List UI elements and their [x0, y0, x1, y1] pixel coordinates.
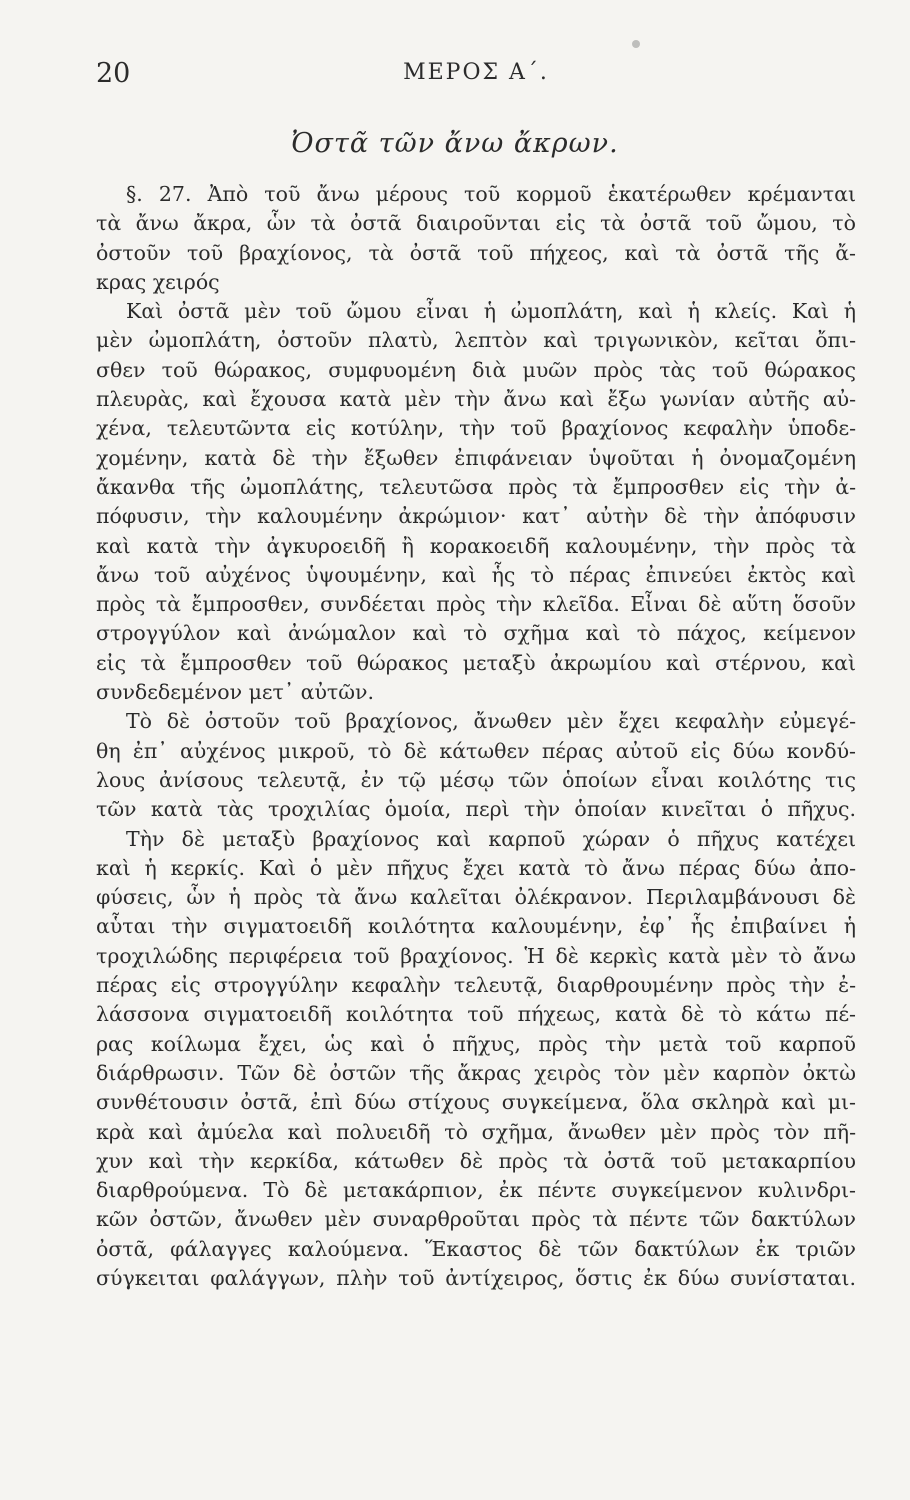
text-line: χομένην, κατὰ δὲ τὴν ἔξωθεν ἐπιφάνειαν ὑψοῦται ἡ ὀνομαζομένη [96, 445, 856, 470]
text-line: χένα, τελευτῶντα εἰς κοτύλην, τὴν τοῦ βραχίονος κεφαλὴν ὑποδε- [96, 416, 856, 441]
text-line: πέρας εἰς στρογγύλην κεφαλὴν τελευτᾷ, διαρθρουμένην πρὸς τὴν ἐ- [96, 973, 856, 998]
text-line: τροχιλώδης περιφέρεια τοῦ βραχίονος. Ἡ δὲ κερκὶς κατὰ μὲν τὸ ἄνω [96, 943, 856, 968]
text-line: §. 27. Ἀπὸ τοῦ ἄνω μέρους τοῦ κορμοῦ ἑκατέρωθεν κρέμανται [126, 182, 856, 206]
page-header [96, 58, 856, 94]
text-line: πρὸς τὰ ἔμπροσθεν, συνδέεται πρὸς τὴν κλεῖδα. Εἶναι δὲ αὕτη ὅσοῦν [96, 592, 856, 617]
ink-spot [632, 40, 640, 48]
text-line: ὀστοῦν τοῦ βραχίονος, τὰ ὀστᾶ τοῦ πήχεος, καὶ τὰ ὀστᾶ τῆς ἄ- [96, 240, 856, 265]
text-line: καὶ κατὰ τὴν ἀγκυροειδῆ ἢ κορακοειδῆ καλουμένην, τὴν πρὸς τὰ [96, 533, 856, 558]
text-line: Καὶ ὀστᾶ μὲν τοῦ ὤμου εἶναι ἡ ὠμοπλάτη, καὶ ἡ κλείς. Καὶ ἡ [126, 299, 856, 324]
text-line: εἰς τὰ ἔμπροσθεν τοῦ θώρακος μεταξὺ ἀκρωμίου καὶ στέρνου, καὶ [96, 650, 856, 675]
text-line: ὀστᾶ, φάλαγγες καλούμενα. Ἕκαστος δὲ τῶν δακτύλων ἐκ τριῶν [96, 1236, 856, 1261]
text-line: φύσεις, ὧν ἡ πρὸς τὰ ἄνω καλεῖται ὀλέκρανον. Περιλαμβάνουσι δὲ [96, 885, 856, 910]
text-line: λάσσονα σιγματοειδῆ κοιλότητα τοῦ πήχεως, κατὰ δὲ τὸ κάτω πέ- [96, 1002, 856, 1027]
text-line: τὰ ἄνω ἄκρα, ὧν τὰ ὀστᾶ διαιροῦνται εἰς τὰ ὀστᾶ τοῦ ὤμου, τὸ [96, 211, 856, 236]
running-head: ΜΕΡΟΣ Α΄. [403, 60, 549, 85]
text-line: συνθέτουσιν ὀστᾶ, ἐπὶ δύω στίχους συγκείμενα, ὅλα σκληρὰ καὶ μι- [96, 1090, 856, 1115]
text-line: πλευρὰς, καὶ ἔχουσα κατὰ μὲν τὴν ἄνω καὶ ἔξω γωνίαν αὐτῆς αὐ- [96, 387, 856, 412]
text-line: σύγκειται φαλάγγων, πλὴν τοῦ ἀντίχειρος, ὅστις ἐκ δύω συνίσταται. [96, 1265, 856, 1290]
text-line [96, 1293, 856, 1322]
text-line: χυν καὶ τὴν κερκίδα, κάτωθεν δὲ πρὸς τὰ ὀστᾶ τοῦ μετακαρπίου [96, 1148, 856, 1173]
text-line: λους ἀνίσους τελευτᾷ, ἐν τῷ μέσῳ τῶν ὁποίων εἶναι κοιλότης τις [96, 767, 856, 792]
text-line: διαρθρούμενα. Τὸ δὲ μετακάρπιον, ἐκ πέντε συγκείμενον κυλινδρι- [96, 1178, 856, 1203]
page-number: 20 [96, 58, 131, 89]
text-line: συνδεδεμένον μετ᾽ αὐτῶν. [96, 680, 374, 705]
text-line: διάρθρωσιν. Τῶν δὲ ὀστῶν τῆς ἄκρας χειρὸς τὸν μὲν καρπὸν ὀκτὼ [96, 1060, 856, 1085]
text-line: σθεν τοῦ θώρακος, συμφυομένη διὰ μυῶν πρὸς τὰς τοῦ θώρακος [96, 357, 856, 382]
text-line: κῶν ὀστῶν, ἄνωθεν μὲν συναρθροῦται πρὸς τὰ πέντε τῶν δακτύλων [96, 1207, 856, 1232]
text-line: ἄνω τοῦ αὐχένος ὑψουμένην, καὶ ἧς τὸ πέρας ἐπινεύει ἐκτὸς καὶ [96, 562, 856, 587]
body-text [96, 180, 856, 1323]
text-line: ρας κοίλωμα ἔχει, ὡς καὶ ὁ πῆχυς, πρὸς τὴν μετὰ τοῦ καρποῦ [96, 1031, 856, 1056]
text-line: καὶ ἡ κερκίς. Καὶ ὁ μὲν πῆχυς ἔχει κατὰ τὸ ἄνω πέρας δύω ἀπο- [96, 855, 856, 880]
text-line: αὗται τὴν σιγματοειδῆ κοιλότητα καλουμένην, ἐφ᾽ ἧς ἐπιβαίνει ἡ [96, 914, 856, 939]
text-line: πόφυσιν, τὴν καλουμένην ἀκρώμιον· κατ᾽ αὐτὴν δὲ τὴν ἀπόφυσιν [96, 504, 856, 529]
text-line: κρὰ καὶ ἀμύελα καὶ πολυειδῆ τὸ σχῆμα, ἄνωθεν μὲν πρὸς τὸν πῆ- [96, 1119, 856, 1144]
text-line: στρογγύλον καὶ ἀνώμαλον καὶ τὸ σχῆμα καὶ τὸ πάχος, κείμενον [96, 621, 856, 646]
text-line: Τὴν δὲ μεταξὺ βραχίονος καὶ καρποῦ χώραν ὁ πῆχυς κατέχει [126, 826, 856, 851]
text-line: κρας χειρός [96, 269, 220, 294]
section-title: Ὀστᾶ τῶν ἄνω ἄκρων. [291, 128, 619, 159]
text-line: ἄκανθα τῆς ὠμοπλάτης, τελευτῶσα πρὸς τὰ ἔμπροσθεν εἰς τὴν ἀ- [96, 474, 856, 499]
text-line: μὲν ὠμοπλάτη, ὀστοῦν πλατὺ, λεπτὸν καὶ τριγωνικὸν, κεῖται ὄπι- [96, 328, 856, 353]
text-line: Τὸ δὲ ὀστοῦν τοῦ βραχίονος, ἄνωθεν μὲν ἔχει κεφαλὴν εὐμεγέ- [126, 709, 856, 734]
text-line: τῶν κατὰ τὰς τροχιλίας ὁμοία, περὶ τὴν ὁποίαν κινεῖται ὁ πῆχυς. [96, 797, 856, 822]
text-line: θη ἐπ᾽ αὐχένος μικροῦ, τὸ δὲ κάτωθεν πέρας αὐτοῦ εἰς δύω κονδύ- [96, 738, 856, 763]
